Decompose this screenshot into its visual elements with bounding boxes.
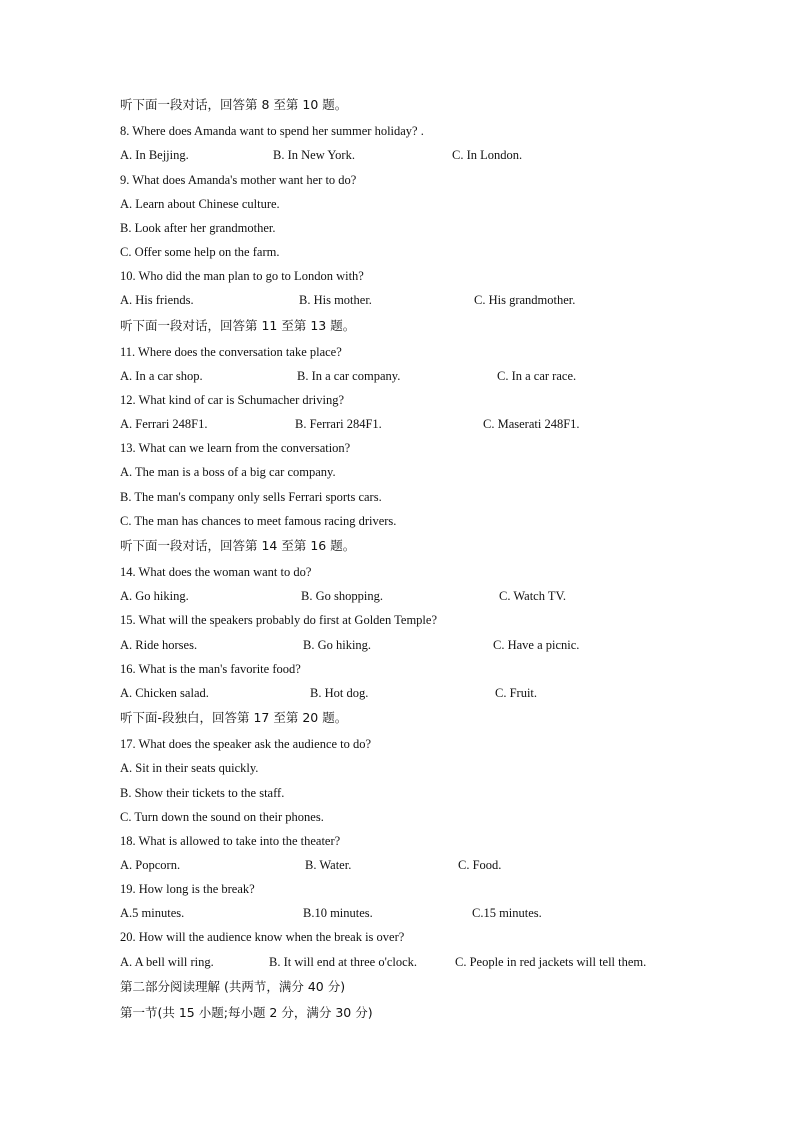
question-17: 17. What does the speaker ask the audience to do? xyxy=(120,737,372,751)
q9-option-a: A. Learn about Chinese culture. xyxy=(120,197,280,211)
q15-option-a: A. Ride horses. xyxy=(120,638,198,652)
q11-option-b: B. In a car company. xyxy=(297,369,401,383)
question-16: 16. What is the man's favorite food? xyxy=(120,662,301,676)
q18-option-a: A. Popcorn. xyxy=(120,858,181,872)
q11-option-c: C. In a car race. xyxy=(497,369,577,383)
q19-option-a: A.5 minutes. xyxy=(120,906,185,920)
question-8: 8. Where does Amanda want to spend her summer holiday? . xyxy=(120,124,424,138)
q16-option-b: B. Hot dog. xyxy=(310,686,369,700)
q12-option-b: B. Ferrari 284F1. xyxy=(295,417,382,431)
section-heading-q11-13: 听下面一段对话，回答第 11 至第 13 题。 xyxy=(120,318,356,333)
section-heading-q17-20: 听下面-段独白，回答第 17 至第 20 题。 xyxy=(120,710,348,725)
q20-option-b: B. It will end at three o'clock. xyxy=(269,955,418,969)
q13-option-a: A. The man is a boss of a big car company. xyxy=(120,465,336,479)
question-19: 19. How long is the break? xyxy=(120,882,255,896)
q12-option-c: C. Maserati 248F1. xyxy=(483,417,580,431)
question-14: 14. What does the woman want to do? xyxy=(120,565,312,579)
q19-option-c: C.15 minutes. xyxy=(472,906,542,920)
section-heading-q8-10: 听下面一段对话，回答第 8 至第 10 题。 xyxy=(120,97,348,112)
q20-option-a: A. A bell will ring. xyxy=(120,955,214,969)
section-heading-q14-16: 听下面一段对话，回答第 14 至第 16 题。 xyxy=(120,538,356,553)
q10-option-a: A. His friends. xyxy=(120,293,194,307)
part-two-heading: 第二部分阅读理解 (共两节，满分 40 分) xyxy=(120,979,346,994)
section-one-heading: 第一节(共 15 小题;每小题 2 分，满分 30 分) xyxy=(120,1005,373,1020)
q17-option-b: B. Show their tickets to the staff. xyxy=(120,786,285,800)
q8-option-b: B. In New York. xyxy=(273,148,355,162)
q9-option-c: C. Offer some help on the farm. xyxy=(120,245,280,259)
question-15: 15. What will the speakers probably do first at Golden Temple? xyxy=(120,613,437,627)
question-13: 13. What can we learn from the conversation? xyxy=(120,441,351,455)
q9-option-b: B. Look after her grandmother. xyxy=(120,221,276,235)
q17-option-c: C. Turn down the sound on their phones. xyxy=(120,810,324,824)
question-18: 18. What is allowed to take into the theater? xyxy=(120,834,341,848)
q10-option-c: C. His grandmother. xyxy=(474,293,576,307)
q10-option-b: B. His mother. xyxy=(299,293,372,307)
question-20: 20. How will the audience know when the break is over? xyxy=(120,930,405,944)
q16-option-a: A. Chicken salad. xyxy=(120,686,209,700)
q18-option-c: C. Food. xyxy=(458,858,502,872)
q13-option-c: C. The man has chances to meet famous racing drivers. xyxy=(120,514,397,528)
question-11: 11. Where does the conversation take place? xyxy=(120,345,342,359)
q15-option-c: C. Have a picnic. xyxy=(493,638,580,652)
q16-option-c: C. Fruit. xyxy=(495,686,538,700)
q17-option-a: A. Sit in their seats quickly. xyxy=(120,761,259,775)
question-12: 12. What kind of car is Schumacher driving? xyxy=(120,393,345,407)
q14-option-b: B. Go shopping. xyxy=(301,589,383,603)
q14-option-a: A. Go hiking. xyxy=(120,589,189,603)
q8-option-c: C. In London. xyxy=(452,148,523,162)
q14-option-c: C. Watch TV. xyxy=(499,589,567,603)
q8-option-a: A. In Bejjing. xyxy=(120,148,189,162)
q20-option-c: C. People in red jackets will tell them. xyxy=(455,955,647,969)
q11-option-a: A. In a car shop. xyxy=(120,369,203,383)
q19-option-b: B.10 minutes. xyxy=(303,906,373,920)
q15-option-b: B. Go hiking. xyxy=(303,638,372,652)
question-9: 9. What does Amanda's mother want her to do? xyxy=(120,173,357,187)
question-10: 10. Who did the man plan to go to London with? xyxy=(120,269,364,283)
q12-option-a: A. Ferrari 248F1. xyxy=(120,417,208,431)
q13-option-b: B. The man's company only sells Ferrari sports cars. xyxy=(120,490,382,504)
q18-option-b: B. Water. xyxy=(305,858,352,872)
